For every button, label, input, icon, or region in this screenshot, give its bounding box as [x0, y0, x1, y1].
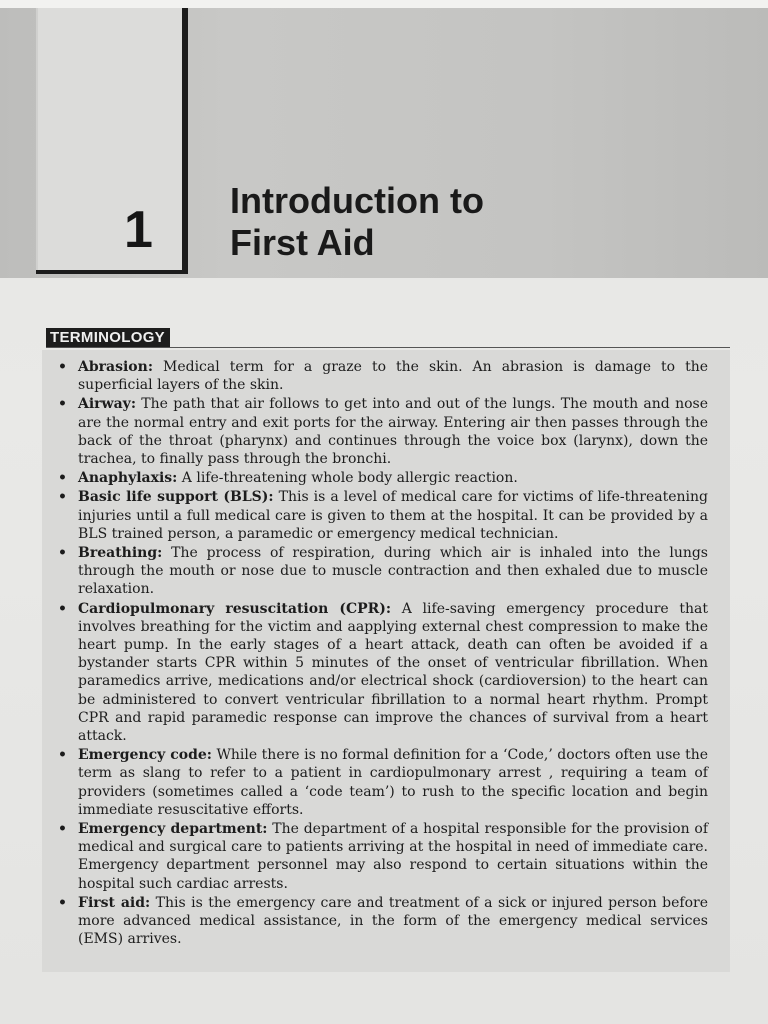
term-definition: The department of a hospital responsible for the provision of medical and surgical care to patients arriving at the hospital in need of immediate care. Emergency department personnel may also respond to certain situations within the hospital such cardiac arrests. — [78, 821, 709, 892]
term-definition: Medical term for a graze to the skin. An abrasion is damage to the superficial layers of the skin. — [78, 359, 708, 394]
page-top-edge — [0, 0, 768, 8]
term-name: Airway: — [78, 396, 136, 413]
term-name: First aid: — [78, 894, 151, 911]
term-item-emergency-code — [56, 746, 708, 819]
section-heading-terminology: TERMINOLOGY — [46, 328, 170, 348]
term-item-cpr — [56, 600, 708, 746]
section-divider — [46, 347, 730, 348]
bullet-icon: • — [58, 470, 67, 487]
bullet-icon: • — [58, 359, 67, 375]
term-name: Emergency department: — [78, 821, 268, 838]
chapter-title — [230, 180, 484, 264]
term-definition: The process of respiration, during which air is inhaled into the lungs through the mouth or nose due to muscle contraction and then exhaled due to muscle relaxation. — [78, 545, 708, 598]
bullet-icon: • — [58, 747, 67, 764]
term-item-anaphylaxis — [56, 469, 708, 487]
chapter-number-box — [36, 8, 188, 274]
term-item-bls — [56, 488, 708, 543]
term-name: Anaphylaxis: — [78, 470, 178, 487]
bullet-icon: • — [58, 894, 67, 911]
term-definition: While there is no formal definition for a ‘Code,’ doctors often use the term as slang to refer to a patient in cardiopulmonary arrest , requiring a team of providers (sometimes called a ‘code team’) to rush to the specific location and begin immediate resuscitative efforts. — [78, 747, 709, 818]
term-definition: This is a level of medical care for victims of life-threatening injuries until a full medical care is given to them at the hospital. It can be provided by a BLS trained person, a paramedic or emergency medical technician. — [78, 489, 708, 542]
term-definition: A life-saving emergency procedure that involves breathing for the victim and aapplying external chest compression to make the heart pump. In the early stages of a heart attack, death can often be avoided if a bystander starts CPR within 5 minutes of the onset of ventricular fibrillation. When paramedics arrive, medications and/or electrical shock (cardioversion) to the heart can be administered to convert ventricular fibrillation to a normal heart rhythm. Prompt CPR and rapid paramedic response can improve the chances of survival from a heart attack. — [78, 600, 708, 745]
term-name: Basic life support (BLS): — [78, 489, 274, 506]
chapter-box-inner — [36, 8, 184, 270]
bullet-icon: • — [58, 489, 67, 506]
term-item-breathing — [56, 544, 708, 599]
bullet-icon: • — [58, 396, 67, 413]
term-item-airway — [56, 395, 708, 468]
terminology-list — [56, 358, 708, 950]
chapter-title-line-2: First Aid — [230, 222, 375, 263]
chapter-number: 1 — [124, 201, 153, 259]
bullet-icon: • — [58, 545, 67, 562]
term-name: Abrasion: — [78, 359, 153, 375]
term-name: Breathing: — [78, 545, 163, 562]
bullet-icon: • — [58, 821, 67, 838]
term-item-emergency-department — [56, 820, 708, 893]
term-definition: This is the emergency care and treatment of a sick or injured person before more advanced medical assistance, in the form of the emergency medical services (EMS) arrives. — [78, 894, 709, 948]
term-definition: A life-threatening whole body allergic reaction. — [177, 470, 518, 487]
bullet-icon: • — [58, 600, 67, 617]
term-item-first-aid — [56, 894, 708, 949]
chapter-title-line-1: Introduction to — [230, 180, 484, 221]
term-name: Emergency code: — [78, 747, 212, 764]
term-item-abrasion — [56, 358, 708, 394]
term-name: Cardiopulmonary resuscitation (CPR): — [78, 600, 392, 617]
term-definition: The path that air follows to get into and out of the lungs. The mouth and nose are the normal entry and exit ports for the airway. Entering air then passes through the back of the throat (pharynx) and continues through the voice box (larynx), down the trachea, to finally pass through the bronchi. — [78, 396, 708, 468]
